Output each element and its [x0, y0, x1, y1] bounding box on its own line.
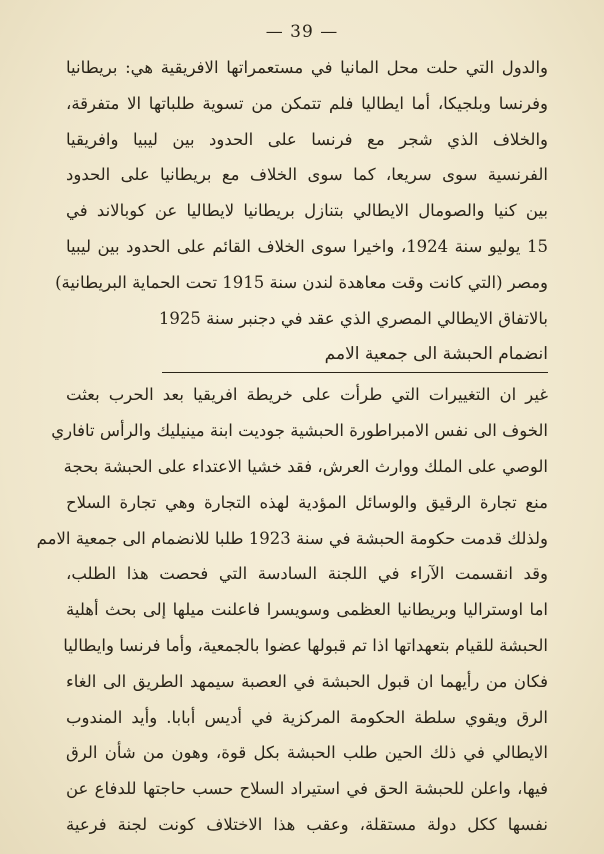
text-line: الفرنسية سوى سريعا، كما سوى الخلاف مع بريطانيا على الحدود — [66, 165, 548, 185]
text-line: والخلاف الذي شجر مع فرنسا على الحدود بين ليبيا وافريقيا — [66, 129, 548, 149]
text-line: الايطالي في ذلك الحين طلب الحبشة بكل قوة، وهون من شأن الرق — [66, 743, 548, 763]
page-number: — 39 — — [265, 22, 339, 42]
text-line: بالاتفاق الايطالي المصري الذي عقد في دجنبر سنة 1925 — [158, 308, 548, 328]
text-line: الخوف الى نفس الامبراطورة الحبشية جوديت ابنة مينيليك والرأس تافاري — [51, 421, 548, 441]
text-line: اما اوستراليا وبريطانيا العظمى وسويسرا فاعلنت ميلها إلى بحث أهلية — [66, 600, 548, 620]
text-line: الحبشة للقيام بتعهداتها اذا تم قبولها عضوا بالجمعية، وأما فرنسا وايطاليا — [63, 635, 548, 655]
text-line: غير ان التغييرات التي طرأت على خريطة افريقيا بعد الحرب بعثت — [66, 385, 548, 405]
text-line: الرق ويقوي سلطة الحكومة المركزية في أديس أبابا. وأيد المندوب — [66, 707, 548, 727]
text-line: نفسها ككل دولة مستقلة، وعقب هذا الاختلاف كونت لجنة فرعية — [66, 814, 548, 834]
section-heading: انضمام الحبشة الى جمعية الامم — [162, 336, 548, 373]
text-line: والدول التي حلت محل المانيا في مستعمراتها الافريقية هي: بريطانيا — [66, 58, 548, 77]
text-line: الوصي على الملك ووارث العرش، فقد خشيا الاعتداء على الحبشة بحجة — [63, 456, 548, 476]
body-text — [36, 50, 548, 843]
text-line: فكان من رأيهما ان قبول الحبشة في العصبة سيمهد الطريق الى الغاء — [66, 671, 548, 691]
text-line: منع تجارة الرقيق والوسائل المؤدية لهذه التجارة وهي تجارة السلاح — [66, 492, 548, 512]
text-line: بين كنيا والصومال الايطالي بتنازل بريطانيا لايطاليا عن كوبالاند في — [66, 201, 548, 221]
text-line: فيها، واعلن للحبشة الحق في استيراد السلاح حسب حاجتها للدفاع عن — [66, 779, 548, 799]
text-line: ولذلك قدمت حكومة الحبشة في سنة 1923 طلبا للانضمام الى جمعية الامم — [36, 528, 548, 548]
text-line: وفرنسا وبلجيكا، أما ايطاليا فلم تتمكن من تسوية طلباتها الا متفرقة، — [66, 93, 548, 113]
text-line: ومصر (التي كانت وقت معاهدة لندن سنة 1915 تحت الحماية البريطانية) — [55, 272, 548, 292]
text-line: وقد انقسمت الآراء في اللجنة السادسة التي فحصت هذا الطلب، — [66, 564, 548, 584]
text-line: 15 يوليو سنة 1924، واخيرا سوى الخلاف القائم على الحدود بين ليبيا — [66, 236, 548, 256]
